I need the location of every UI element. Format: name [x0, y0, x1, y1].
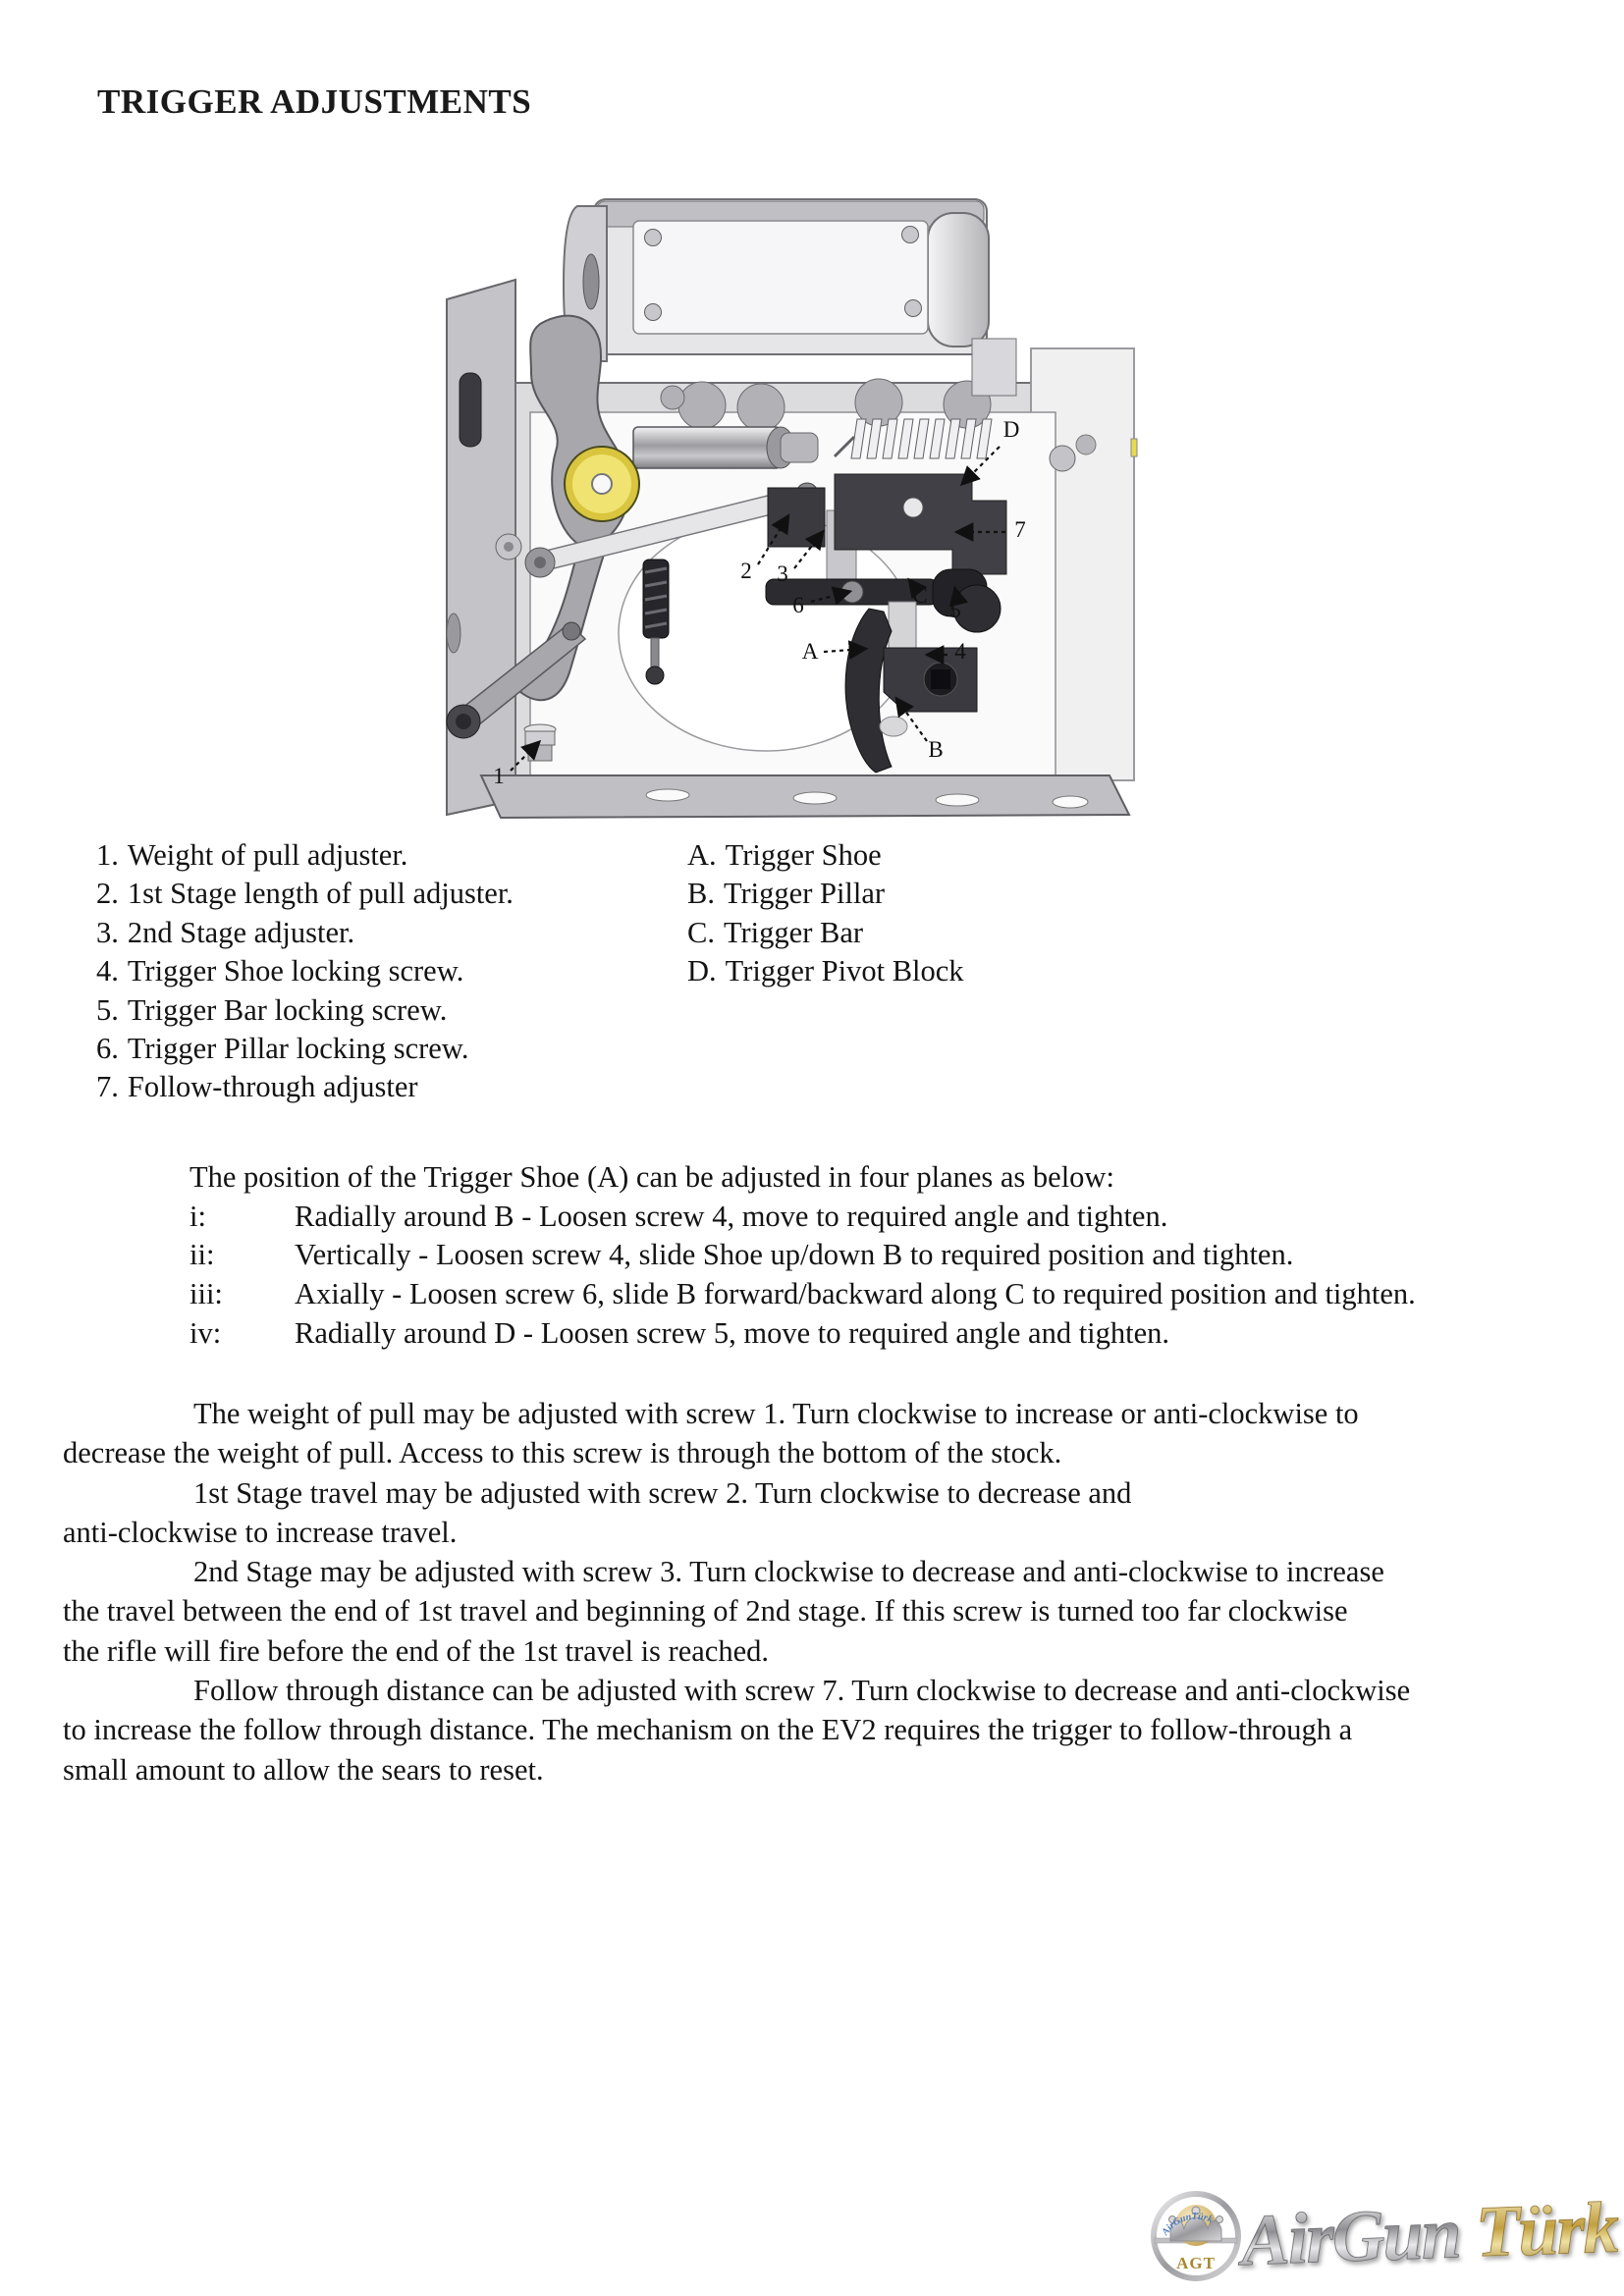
parts-letter-item: [687, 914, 964, 952]
numbered-parts-list: [96, 836, 514, 1107]
part-number: 5.: [96, 992, 119, 1027]
callout-label-7: 7: [1014, 517, 1026, 542]
adjustment-plane-item: [189, 1275, 1416, 1314]
adjuster-dial: [565, 447, 639, 521]
part-number: 6.: [96, 1032, 119, 1066]
trigger-mechanism-diagram: [422, 162, 1139, 829]
body-paragraph-line: the rifle will fire before the end of the 1st travel is reached.: [63, 1633, 769, 1668]
plane-numeral: iv:: [189, 1315, 222, 1350]
body-paragraph-line: small amount to allow the sears to reset.: [63, 1752, 544, 1787]
brand-text-turk: Türk: [1474, 2187, 1619, 2273]
part-number: D.: [687, 954, 717, 988]
parts-list-item: [96, 914, 514, 952]
plane-numeral: iii:: [189, 1277, 223, 1311]
plane-text: Radially around B - Loosen screw 4, move to required angle and tighten.: [295, 1199, 1168, 1233]
callout-label-3: 3: [777, 561, 788, 586]
parts-list-item: [96, 952, 514, 990]
bolt-cylinder: [633, 427, 818, 468]
adjustment-planes-section: [189, 1158, 1416, 1354]
body-paragraph: [63, 1473, 1580, 1553]
parts-list-item: [96, 1068, 514, 1106]
callout-label-4: 4: [954, 639, 966, 664]
part-label: Trigger Shoe: [725, 838, 882, 872]
badge-arc-text: AirGunTürk: [1160, 2211, 1215, 2238]
parts-list-item: [96, 991, 514, 1030]
page-title: TRIGGER ADJUSTMENTS: [97, 82, 532, 121]
part-label: 2nd Stage adjuster.: [127, 915, 355, 949]
parts-letter-item: [687, 836, 964, 875]
part-label: Trigger Bar: [723, 915, 864, 949]
part-number: 2.: [96, 877, 119, 911]
adjustment-plane-item: [189, 1314, 1416, 1354]
brand-text-airgun: AirGun: [1239, 2193, 1461, 2281]
part-label: Trigger Pillar locking screw.: [127, 1032, 469, 1066]
parts-list-item: [96, 1030, 514, 1068]
callout-label-C: C: [912, 583, 928, 608]
parts-letter-item: [687, 875, 964, 913]
part-label: Weight of pull adjuster.: [127, 838, 408, 872]
part-number: 7.: [96, 1070, 119, 1104]
body-paragraph-line: the travel between the end of 1st travel and beginning of 2nd stage. If this screw is turned too far clockwise: [63, 1594, 1348, 1629]
part-number: A.: [687, 838, 717, 872]
airgunturk-logo: [1149, 2145, 1624, 2296]
part-number: 4.: [96, 954, 119, 988]
callout-label-A: A: [801, 639, 819, 664]
body-paragraphs: [63, 1394, 1580, 1789]
callout-label-B: B: [928, 737, 944, 762]
part-number: 3.: [96, 915, 119, 949]
pillar-foot: [880, 717, 907, 736]
badge-agt-text: AGT: [1176, 2254, 1216, 2272]
body-paragraph-line: The weight of pull may be adjusted with screw 1. Turn clockwise to increase or anti-clockwise to: [193, 1397, 1359, 1430]
upper-receiver: [564, 199, 1016, 396]
part-label: Trigger Pillar: [723, 877, 886, 911]
plane-text: Radially around D - Loosen screw 5, move to required angle and tighten.: [295, 1315, 1170, 1350]
part-number: B.: [687, 877, 715, 911]
lever-pivot-hole: [534, 557, 546, 568]
parts-letter-item: [687, 952, 964, 990]
body-paragraph: [63, 1552, 1580, 1671]
plane-text: Vertically - Loosen screw 4, slide Shoe up/down B to required position and tighten.: [295, 1238, 1294, 1272]
part-number: C.: [687, 915, 715, 949]
adjustment-planes-intro: The position of the Trigger Shoe (A) can be adjusted in four planes as below:: [189, 1160, 1114, 1194]
callout-label-2: 2: [740, 559, 752, 583]
callout-label-5: 5: [949, 598, 961, 622]
part-label: Trigger Bar locking screw.: [127, 992, 448, 1027]
callout-label-1: 1: [493, 764, 505, 788]
body-paragraph: [63, 1671, 1580, 1789]
callout-label-D: D: [1002, 417, 1020, 442]
body-paragraph-line: to increase the follow through distance. The mechanism on the EV2 requires the trigger to follow-through a: [63, 1713, 1353, 1747]
brand-text: [1236, 2188, 1621, 2282]
part-label: 1st Stage length of pull adjuster.: [127, 877, 514, 911]
part-label: Trigger Pivot Block: [725, 954, 964, 988]
body-paragraph: [63, 1394, 1580, 1473]
callout-label-6: 6: [792, 593, 804, 617]
parts-list-item: [96, 875, 514, 913]
body-paragraph-line: 1st Stage travel may be adjusted with screw 2. Turn clockwise to decrease and: [193, 1475, 1132, 1510]
agt-badge: [1154, 2194, 1238, 2278]
parts-list-item: [96, 836, 514, 875]
part-label: Trigger Shoe locking screw.: [127, 954, 464, 988]
body-paragraph-line: Follow through distance can be adjusted with screw 7. Turn clockwise to decrease and anti-clockwise: [193, 1674, 1411, 1708]
part-label: Follow-through adjuster: [127, 1070, 418, 1104]
body-paragraph-line: 2nd Stage may be adjusted with screw 3. Turn clockwise to decrease and anti-clockwise to increase: [193, 1555, 1384, 1589]
plane-numeral: ii:: [189, 1238, 215, 1272]
lettered-parts-list: [687, 836, 964, 991]
plane-numeral: i:: [189, 1199, 206, 1233]
adjustment-plane-item: [189, 1198, 1416, 1237]
part-number: 1.: [96, 838, 119, 872]
body-paragraph-line: anti-clockwise to increase travel.: [63, 1515, 458, 1549]
body-paragraph-line: decrease the weight of pull. Access to this screw is through the bottom of the stock.: [63, 1436, 1062, 1470]
adjustment-plane-item: [189, 1236, 1416, 1275]
plane-text: Axially - Loosen screw 6, slide B forward/backward along C to required position and tighten.: [295, 1277, 1416, 1311]
